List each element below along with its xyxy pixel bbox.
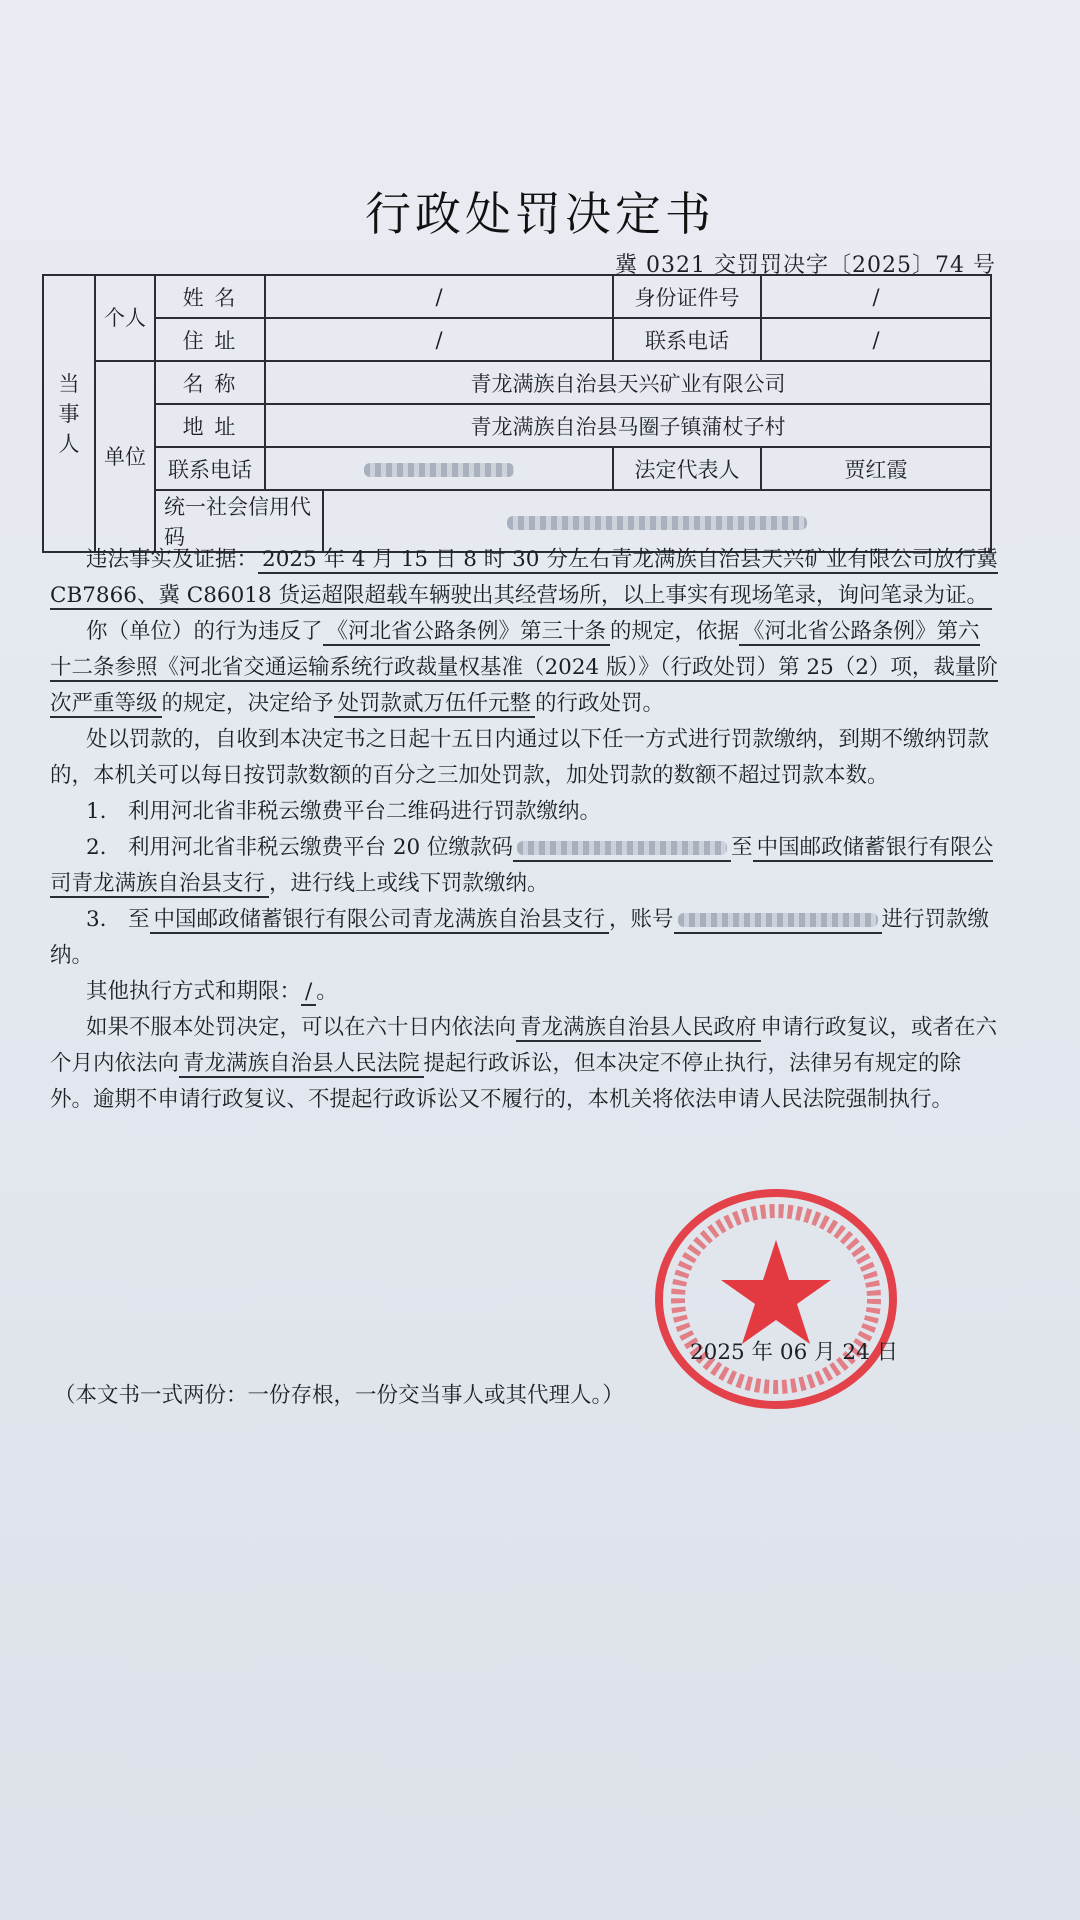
unit-name-label: 名 称 (155, 361, 265, 404)
phone-value: / (761, 318, 991, 361)
decision-date: 2025 年 06 月 24 日 (690, 1340, 899, 1365)
redacted-phone (364, 463, 514, 477)
party-info-table (42, 274, 992, 553)
redacted-credit-code (507, 516, 807, 530)
phone-label: 联系电话 (613, 318, 761, 361)
review-paragraph: 如果不服本处罚决定，可以在六十日内依法向 青龙满族自治县人民政府 申请行政复议，或者在六个月内依法向 青龙满族自治县人民法院 提起行政诉讼，但本决定不停止执行，法律另有规定的除外。逾期不申请行政复议、不提起行政诉讼又不履行的，本机关将依法申请人民法院强制执行。 (50, 1015, 998, 1112)
id-value: / (761, 275, 991, 318)
individual-label: 个人 (95, 275, 155, 361)
star-icon (721, 1240, 831, 1344)
payment-paragraph: 处以罚款的，自收到本决定书之日起十五日内通过以下任一方式进行罚款缴纳，到期不缴纳罚款的，本机关可以每日按罚款数额的百分之三加处罚款，加处罚款的数额不超过罚款本数。 (50, 727, 990, 788)
legal-rep-value: 贾红霞 (761, 447, 991, 490)
redacted-account-number (678, 913, 878, 927)
unit-phone-value (265, 447, 613, 490)
copies-note: （本文书一式两份：一份存根，一份交当事人或其代理人。） (54, 1383, 624, 1408)
party-label: 当事人 (43, 275, 95, 552)
name-value: / (265, 275, 613, 318)
name-label: 姓 名 (155, 275, 265, 318)
redacted-payment-code (517, 841, 727, 855)
id-label: 身份证件号 (613, 275, 761, 318)
official-seal (655, 1188, 897, 1410)
facts-paragraph: 违法事实及证据： 2025 年 4 月 15 日 8 时 30 分左右青龙满族自治县天兴矿业有限公司放行冀 CB7866、冀 C86018 货运超限超载车辆驶出其经营场所，以上事实有现场笔录，询问笔录为证。 (50, 547, 998, 608)
credit-code-label: 统一社会信用代码 (155, 490, 323, 552)
document-title: 行政处罚决定书 (365, 187, 715, 241)
violation-paragraph: 你（单位）的行为违反了 《河北省公路条例》第三十条 的规定，依据 《河北省公路条例》第六十二条参照《河北省交通运输系统行政裁量权基准（2024 版）》（行政处罚）第 25（2）项，裁量阶次严重等级 的规定，决定给予 处罚款贰万伍仟元整 的行政处罚。 (50, 619, 998, 716)
unit-phone-label: 联系电话 (155, 447, 265, 490)
payment-item-1: 1. 利用河北省非税云缴费平台二维码进行罚款缴纳。 (86, 799, 602, 824)
document-body (50, 542, 998, 1118)
unit-address-label: 地 址 (155, 404, 265, 447)
address-label: 住 址 (155, 318, 265, 361)
payment-item-3: 3. 至 中国邮政储蓄银行有限公司青龙满族自治县支行 ，账号 进行罚款缴纳。 (50, 907, 990, 968)
unit-label: 单位 (95, 361, 155, 552)
payment-item-2: 2. 利用河北省非税云缴费平台 20 位缴款码 至 中国邮政储蓄银行有限公司青龙满族自治县支行 ，进行线上或线下罚款缴纳。 (50, 835, 994, 896)
legal-rep-label: 法定代表人 (613, 447, 761, 490)
unit-name-value: 青龙满族自治县天兴矿业有限公司 (265, 361, 991, 404)
other-execution-paragraph: 其他执行方式和期限： / 。 (86, 979, 338, 1004)
address-value: / (265, 318, 613, 361)
unit-address-value: 青龙满族自治县马圈子镇蒲杖子村 (265, 404, 991, 447)
document-number: 冀 0321 交罚罚决字〔2025〕74 号 (615, 253, 996, 278)
